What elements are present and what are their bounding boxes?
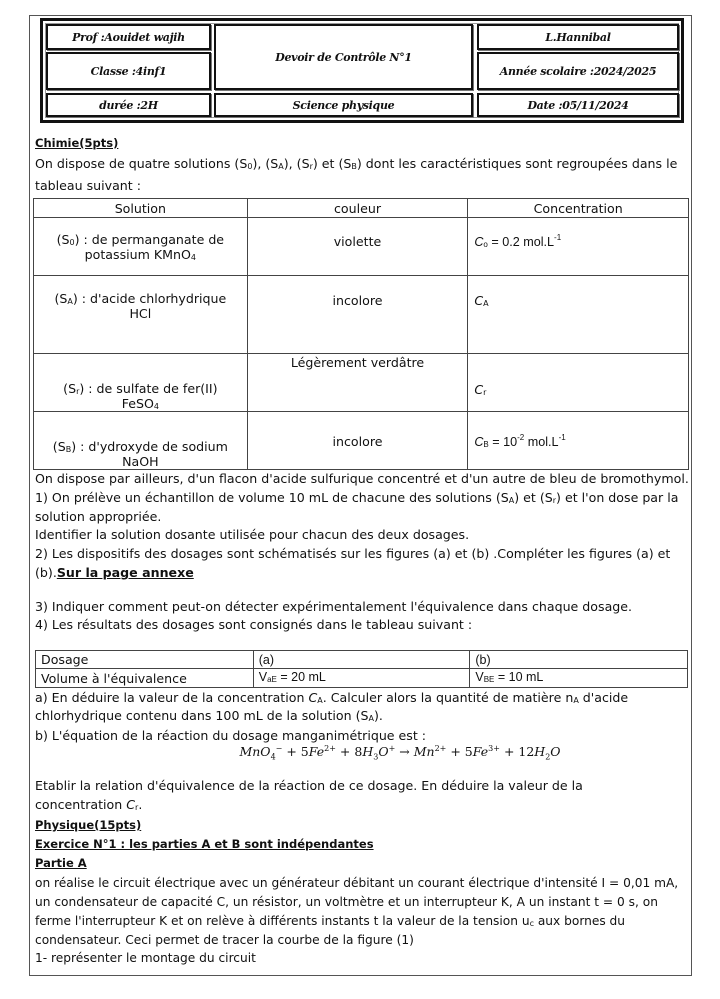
subscript: B [65,445,72,454]
subscript: r [309,162,313,171]
text: V [475,670,484,684]
chimie-heading: Chimie(5pts) [35,136,119,150]
text: (S [63,381,77,396]
header-school: L.Hannibal [477,24,679,50]
table-row [34,354,689,412]
text: = 10 [488,434,518,449]
text: ) et l'on dose par la [556,490,679,505]
text: (S [56,231,70,247]
subscript: r [483,388,487,397]
physique-question-1: 1- représenter le montage du circuit [35,951,256,965]
partie-a-heading: Partie A [35,856,87,870]
cell-concentration [468,354,689,412]
chimie-intro-line1 [35,155,677,175]
subscript: 4 [153,402,159,411]
cell-volume-label: Volume à l'équivalence [36,669,254,688]
cell-dosage-a: (a) [253,651,470,669]
subscript: o [483,239,488,249]
table-row [36,651,688,669]
text: = 10 mL [494,670,544,684]
text: concentration [35,797,127,812]
cell-concentration [468,218,689,276]
text: d'acide [578,690,629,705]
subscript: r [76,387,80,396]
subscript: B [351,162,357,171]
cell-volume-b [470,669,688,688]
text: 1) On prélève un échantillon de volume 10 mL de chacune des solutions (S [35,490,509,505]
question-1-line1 [35,489,678,509]
superscript: -2 [517,432,525,442]
text: V [258,670,268,684]
subscript: 0 [69,237,75,247]
exercice-heading: Exercice N°1 : les parties A et B sont indépendantes [35,837,374,851]
text: HCl [129,305,152,321]
subscript: A [483,299,489,308]
subscript: A [67,296,73,306]
question-b-line1: b) L'équation de la réaction du dosage manganimétrique est : [35,728,427,743]
text: a) En déduire la valeur de la concentration [35,690,309,705]
subscript: A [317,696,323,705]
text: C [474,293,484,308]
text: ) et (S [312,156,352,171]
superscript: -1 [558,432,566,442]
question-3: 3) Indiquer comment peut-on détecter expérimentalement l'équivalence dans chaque dosage. [35,599,633,614]
header-title: Devoir de Contrôle N°1 [214,24,473,90]
text: aux bornes du [533,914,626,928]
question-1-line2: solution appropriée. [35,509,162,524]
text: = 20 mL [276,670,326,684]
reaction-equation: $MnO_4^- + 5Fe^{2+} + 8H_3O^+ \to Mn^{2+} + 5Fe^{3+} + 12H_2O$ [239,744,561,762]
text: ferme l'interrupteur K et on relève à différents instants t la valeur de la tension u [35,914,530,928]
text: ), (S [283,156,310,171]
header-matiere: Science physique [214,93,473,117]
subscript: BE [483,675,495,684]
question-2-line1: 2) Les dispositifs des dosages sont schématisés sur les figures (a) et (b) .Compléter les figures (a) et [35,546,671,561]
table-row [34,276,689,354]
subscript: r [135,803,139,812]
subscript: r [552,496,557,505]
text: C [474,382,484,397]
subscript: 4 [190,252,197,262]
text: NaOH [122,454,159,469]
cell-dosage-label: Dosage [36,651,254,669]
text: FeSO [121,396,154,411]
cell-couleur: violette [247,218,468,276]
physique-p-line3 [35,912,625,932]
text: ). [373,708,383,723]
cell-solution [34,412,248,470]
cell-solution [34,218,248,276]
text: ) : d'ydroxyde de sodium [71,439,228,454]
col-header-solution: Solution [34,199,248,218]
text: C [474,434,484,449]
question-1-line3: Identifier la solution dosante utilisée pour chacun des deux dosages. [35,527,470,542]
annex-link-text: Sur la page annexe [56,565,194,580]
solutions-table [33,198,689,470]
text: ) : d'acide chlorhydrique [72,290,227,306]
text: . [138,797,143,812]
text: C [474,234,484,249]
text: = 0.2 mol.L [487,234,555,249]
text: (b). [35,565,57,580]
cell-couleur: Légèrement verdâtre [247,354,468,412]
text: ), (S [252,156,279,171]
chimie-p1: On dispose par ailleurs, d'un flacon d'acide sulfurique concentré et d'un autre de bleu de bromothymol. [35,471,689,486]
table-header-row [34,199,689,218]
cell-couleur: incolore [247,276,468,354]
subscript: A [508,496,515,505]
col-header-concentration: Concentration [468,199,689,218]
question-a-line2 [35,707,383,727]
header-prof: Prof :Aouidet wajih [46,24,211,50]
question-b-line2: Etablir la relation d'équivalence de la réaction de ce dosage. En déduire la valeur de la [35,778,583,793]
text: (S [52,439,66,454]
cell-volume-a [253,669,470,688]
subscript: A [368,714,374,723]
cell-couleur: incolore [247,412,468,470]
question-2-line2 [35,564,194,582]
text: ) dont les caractéristiques sont regroupées dans le [356,156,678,171]
col-header-couleur: couleur [247,199,468,218]
question-b-line3 [35,796,142,816]
exam-header [40,18,684,123]
header-annee: Année scolaire :2024/2025 [477,52,679,90]
table-row [36,669,688,688]
text: On dispose de quatre solutions (S [35,156,248,171]
chimie-intro-line2: tableau suivant : [35,178,141,193]
cell-concentration [468,276,689,354]
physique-heading: Physique(15pts) [35,818,142,832]
physique-p-line1: on réalise le circuit électrique avec un générateur débitant un courant électrique d'intensité I = 0,01 mA, [35,876,679,890]
subscript: A [278,162,284,171]
header-classe: Classe :4inf1 [46,52,211,90]
question-4: 4) Les résultats des dosages sont consignés dans le tableau suivant : [35,617,473,632]
superscript: -1 [554,232,562,242]
text: chlorhydrique contenu dans 100 mL de la solution (S [35,708,369,723]
dosage-results-table [35,650,688,688]
text: . Calculer alors la quantité de matière n [322,690,574,705]
subscript: aE [267,675,277,684]
physique-p-line4: condensateur. Ceci permet de tracer la courbe de la figure (1) [35,933,414,947]
table-row [34,412,689,470]
cell-dosage-b: (b) [470,651,688,669]
physique-p-line2: un condensateur de capacité C, un résistor, un voltmètre et un interrupteur K, A un instant t = 0 s, on [35,895,658,909]
cell-concentration [468,412,689,470]
subscript: B [483,439,489,449]
subscript: c [529,919,534,928]
question-a-line1 [35,689,628,709]
cell-solution [34,354,248,412]
header-date: Date :05/11/2024 [477,93,679,117]
text: ) et (S [514,490,553,505]
table-row [34,218,689,276]
text: (S [54,290,68,306]
text: potassium KMnO [84,246,191,262]
subscript: 0 [247,162,253,171]
header-duree: durée :2H [46,93,211,117]
text: C [126,797,136,812]
subscript: A [573,696,579,705]
text: ) : de permanganate de [74,231,225,247]
text: C [308,690,318,705]
cell-solution [34,276,248,354]
text: ) : de sulfate de fer(II) [79,381,218,396]
text: mol.L [524,434,559,449]
